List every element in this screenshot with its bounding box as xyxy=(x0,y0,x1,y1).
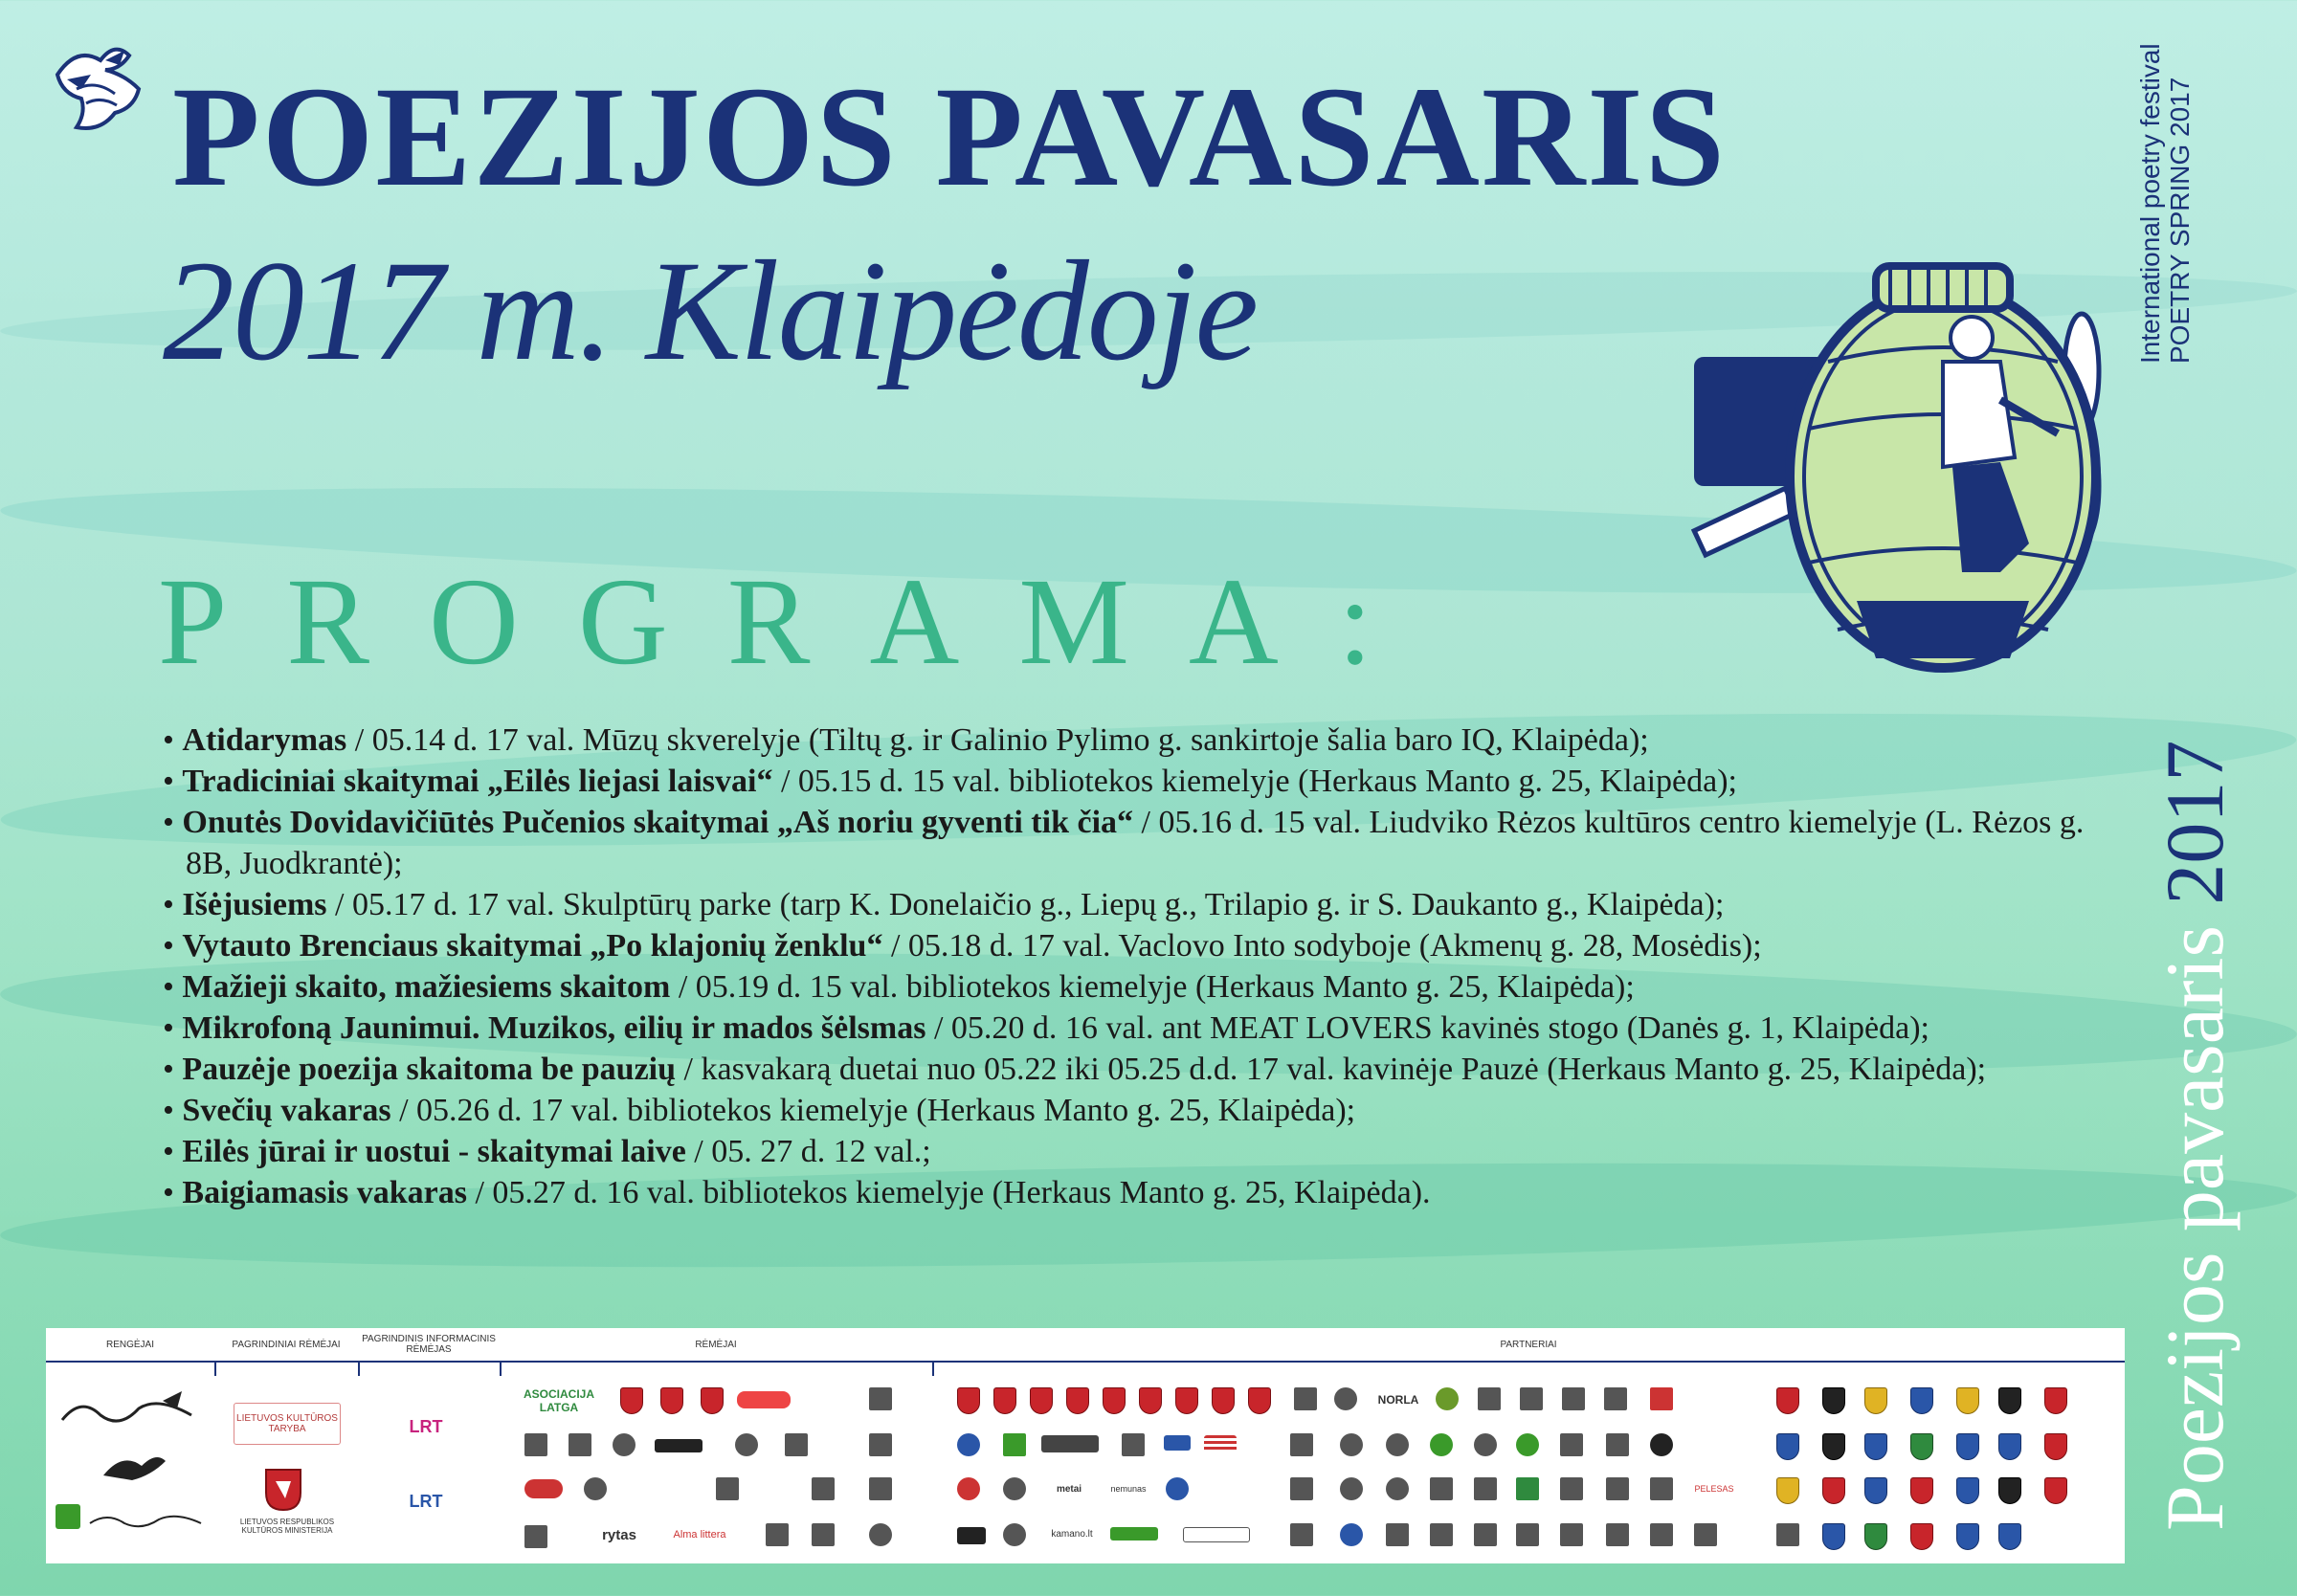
nemunas-logo: nemunas xyxy=(1110,1484,1147,1494)
page-title: POEZIJOS PAVASARIS xyxy=(172,57,1728,216)
list-item xyxy=(163,1008,2115,1049)
event-name: Eilės jūrai ir uostui - skaitymai laive xyxy=(182,1134,686,1169)
event-name: Atidarymas xyxy=(182,722,347,758)
col-media-sponsor-header: PAGRINDINIS INFORMACINIS RĖMĖJAS xyxy=(358,1328,500,1363)
diving-bell-illustration-icon xyxy=(1684,256,2125,677)
green-logo-icon xyxy=(56,1504,80,1529)
event-details: / 05. 27 d. 12 val.; xyxy=(685,1134,931,1169)
festival-caption xyxy=(2136,19,2196,364)
event-name: Svečių vakaras xyxy=(182,1093,391,1128)
rytas-logo: rytas xyxy=(602,1526,636,1543)
organizer-logo-icon xyxy=(57,1391,201,1435)
event-name: Mažieji skaito, mažiesiems skaitom xyxy=(182,969,671,1005)
event-details: / 05.19 d. 15 val. bibliotekos kiemelyje (Herkaus Manto g. 25, Klaipėda); xyxy=(670,969,1635,1005)
event-details: / 05.14 d. 17 val. Mūzų skverelyje (Tiltų g. ir Galinio Pylimo g. sankirtoje šalia baro IQ, Klaipėda); xyxy=(346,722,1649,758)
event-name: Onutės Dovidavičiūtės Pučenios skaitymai „Aš noriu gyventi tik čia“ xyxy=(182,805,1134,840)
col-partners-header: PARTNERIAI xyxy=(932,1328,2125,1363)
event-details: / 05.20 d. 16 val. ant MEAT LOVERS kavinės stogo (Danės g. 1, Klaipėda); xyxy=(925,1010,1929,1046)
kauno-spaustuve-logo xyxy=(620,1481,687,1495)
event-details: / 05.17 d. 17 val. Skulptūrų parke (tarp K. Donelaičio g., Liepų g., Trilapio g. ir S. Daukanto g., Klaipėda); xyxy=(326,887,1725,922)
event-details: / 05.16 d. 15 val. Liudviko Rėzos kultūros centro kiemelyje (L. Rėzos g. 8B, Juodkrantė); xyxy=(186,805,2085,881)
event-details: / kasvakarą duetai nuo 05.22 iki 05.25 d.d. 17 val. kavinėje Pauzė (Herkaus Manto g. 25, Klaipėda); xyxy=(676,1052,1987,1087)
event-name: Išėjusiems xyxy=(182,887,327,922)
kamano-logo: kamano.lt xyxy=(1051,1528,1093,1540)
col-sponsors-header: RĖMĖJAI xyxy=(500,1328,932,1363)
event-name: Baigiamasis vakaras xyxy=(182,1175,467,1210)
page-subtitle: 2017 m. Klaipėdoje xyxy=(163,232,1258,390)
list-item xyxy=(163,802,2115,884)
list-item xyxy=(163,1172,2115,1213)
event-name: Pauzėje poezija skaitoma be pauzių xyxy=(182,1052,677,1087)
festival-caption-line2: POETRY SPRING 2017 xyxy=(2164,77,2195,364)
list-item xyxy=(163,1090,2115,1131)
event-details: / 05.15 d. 15 val. bibliotekos kiemelyje (Herkaus Manto g. 25, Klaipėda); xyxy=(772,764,1737,799)
event-details: / 05.27 d. 16 val. bibliotekos kiemelyje (Herkaus Manto g. 25, Klaipėda). xyxy=(466,1175,1431,1210)
culture-council-logo: LIETUVOS KULTŪROS TARYBA xyxy=(234,1403,341,1445)
writers-club-logo-icon xyxy=(94,1447,170,1487)
list-item xyxy=(163,925,2115,966)
event-name: Tradiciniai skaitymai „Eilės liejasi laisvai“ xyxy=(182,764,773,799)
program-list xyxy=(163,720,2115,1213)
vertical-festival-year: 2017 xyxy=(2149,740,2241,905)
ministry-logo: LIETUVOS RESPUBLIKOS KULTŪROS MINISTERIJA xyxy=(239,1518,335,1535)
vertical-festival-name xyxy=(2149,632,2241,1531)
col-organizers-header: RENGĖJAI xyxy=(46,1328,214,1363)
event-details: / 05.26 d. 17 val. bibliotekos kiemelyje (Herkaus Manto g. 25, Klaipėda); xyxy=(390,1093,1356,1128)
event-name: Mikrofoną Jaunimui. Muzikos, eilių ir mados šėlsmas xyxy=(182,1010,926,1046)
festival-caption-line1: International poetry festival xyxy=(2135,43,2165,364)
list-item xyxy=(163,1131,2115,1172)
vertical-festival-text: Poezijos pavasaris xyxy=(2149,904,2241,1531)
latga-logo: ASOCIACIJA LATGA xyxy=(523,1387,594,1414)
pelesas-logo: PELESAS xyxy=(1694,1484,1734,1494)
event-details: / 05.18 d. 17 val. Vaclovo Into sodyboje (Akmenų g. 28, Mosėdis); xyxy=(882,928,1762,964)
lrt-tv-logo: LRT xyxy=(409,1491,443,1511)
list-item xyxy=(163,966,2115,1008)
col-main-sponsors-header: PAGRINDINIAI RĖMĖJAI xyxy=(214,1328,358,1363)
list-item xyxy=(163,720,2115,761)
sponsors-strip xyxy=(46,1328,2125,1563)
bird-logo-icon xyxy=(48,36,153,142)
programa-heading: PROGRAMA: xyxy=(158,553,1432,691)
list-item xyxy=(163,1049,2115,1090)
lrt-radio-logo: LRT xyxy=(409,1416,443,1436)
norla-logo: NORLA xyxy=(1377,1393,1419,1407)
alma-littera-logo: Alma littera xyxy=(673,1529,726,1541)
metai-logo: metai xyxy=(1056,1483,1082,1495)
list-item xyxy=(163,884,2115,925)
coat-of-arms-icon xyxy=(264,1468,302,1512)
event-name: Vytauto Brenciaus skaitymai „Po klajonių ženklu“ xyxy=(182,928,883,964)
signature-logo-icon xyxy=(88,1510,203,1531)
list-item xyxy=(163,761,2115,802)
